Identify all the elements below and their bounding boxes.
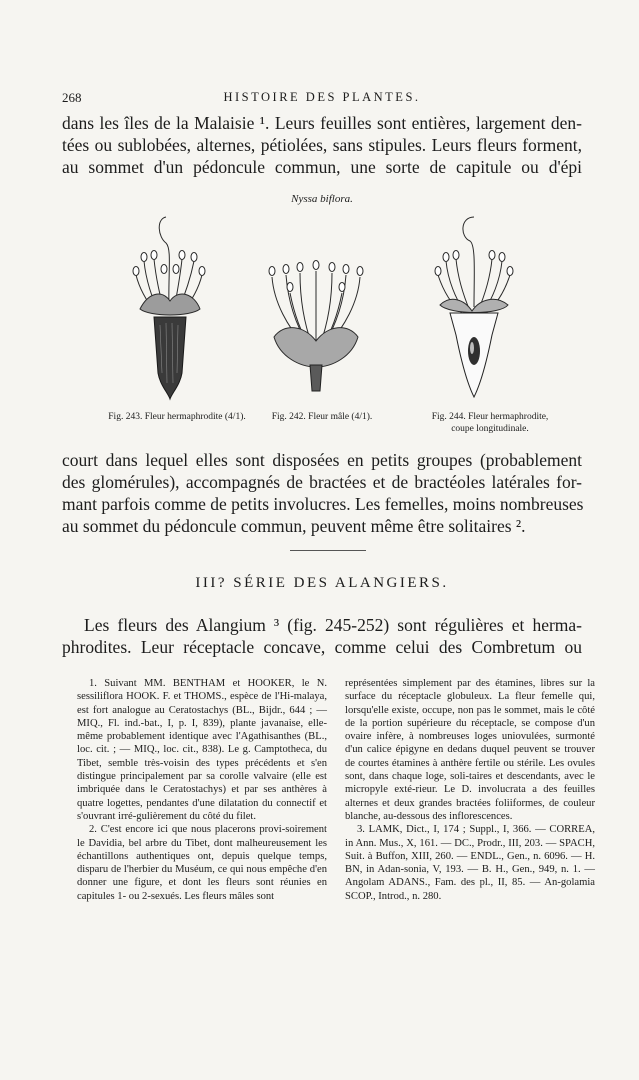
paragraph-inflorescence [62,449,582,537]
caption-line: coupe longitudinale. [451,424,529,434]
paragraph-alangium [62,614,582,658]
text-line: dans les îles de la Malaisie ¹. Leurs feuilles sont entières, largement den- [62,113,582,133]
flower-male-illustration [260,253,372,403]
figure-nyssa-biflora [62,193,582,443]
text-line: court dans lequel elles sont disposées en petits groupes (probablement [62,450,582,470]
footnote: 3. LAMK, Dict., I, 174 ; Suppl., I, 366. — CORREA, in Ann. Mus., X, 161. — DC., Prodr., III, 203. — SPACH, Suit. à Buffon, XIII, 260. — ENDL., Gen., n. 6096. — H. BN, in Adan-sonia, V, 193. — B. H., Gen., 949, n. 1. — Angolam ADANS., Fam. des pl., II, 85. — An-golamia SCOP., Introd., n. 280. [345,824,595,902]
text-line: phrodites. Leur réceptacle concave, comme celui des Combretum ou [62,637,582,657]
paragraph-intro [62,112,582,178]
figure-caption [92,411,262,423]
text-line: mant parfois comme de petits involucres. Les femelles, moins nombreuses [62,494,584,514]
page-number: 268 [62,90,82,105]
footnotes [62,677,595,947]
text-line: au sommet du pédoncule commun, peuvent même être solitaires ². [62,516,526,536]
running-title: HISTOIRE DES PLANTES. [223,90,421,104]
text-line: des glomérules), accompagnés de bractées et de bractéoles latérales for- [62,472,582,492]
section-divider [290,550,366,551]
caption-line: Fig. 243. Fleur hermaphrodite (4/1). [108,412,246,422]
series-heading: III? SÉRIE DES ALANGIERS. [195,575,449,591]
caption-line: Fig. 244. Fleur hermaphrodite, [431,412,549,422]
footnote: 1. Suivant MM. BENTHAM et HOOKER, le N. sessiliflora HOOK. F. et THOMS., espèce de l'Hi-malaya, est fort analogue au Ceratostachys (BL., Bijdr., 644 ; — MIQ., Fl. ind.-bat., I, p. I, 839), plante javanaise, elle-même probablement identique avec l'Agathisanthes (BL., loc. cit. ; — MIQ., loc. cit., 838). Le g. Camptotheca, du Tibet, semble très-voisin des types précédents et s'en distingue principalement par sa corolle valvaire (elle est imbriquée dans le Ceratostachys) et par ses anthères à quatre logettes, pendantes d'une dilatation du connectif et s'ouvrant irré-gulièrement du côté du filet. [77,678,327,822]
figure-title: Nyssa biflora. [291,193,353,205]
text-line: tées ou sublobées, alternes, pétiolées, sans stipules. Leurs fleurs forment, [62,135,582,155]
flower-hermaphrodite-illustration [114,213,224,408]
footnotes-left-column [77,677,327,903]
footnotes-right-column [345,677,595,903]
running-head [62,90,582,106]
caption-line: Fig. 242. Fleur mâle (4/1). [271,412,373,422]
text-line: Les fleurs des Alangium ³ (fig. 245-252) sont régulières et herma- [84,615,582,635]
flower-section-illustration [420,215,530,405]
footnote: 2. C'est encore ici que nous placerons provi-soirement le Davidia, bel arbre du Tibet, dont malheureusement les échantillons authentiques ont, depuis quelque temps, disparu de l'herbier du Muséum, ce qui nous empêche d'en donner une figure, et dont les fleurs sont réunies en capitules 1- ou 2-sexués. Les fleurs mâles sont [77,824,327,902]
text-line: au sommet d'un pédoncule commun, une sorte de capitule ou d'épi [62,157,582,177]
figure-caption [252,411,392,423]
figure-caption [400,411,580,435]
footnote-continued: représentées simplement par des étamines, libres sur la surface du réceptacle globuleux. La fleur femelle qui, lorsqu'elle existe, occupe, non pas le sommet, mais le côté de la portion supérieure du réceptacle, se compose d'un ovaire infère, à nombreuses loges uniovulées, surmonté d'un calice épigyne en dedans duquel peuvent se trouver de courtes étamines à anthère fertile ou stérile. Les ovules sont, dans chaque loge, soli-taires et descendants, avec le micropyle exté-rieur. Le D. involucrata a des feuilles alternes et deux grandes bractées foliiformes, de couleur blanche, au-dessous des inflorescences. [345,678,595,822]
